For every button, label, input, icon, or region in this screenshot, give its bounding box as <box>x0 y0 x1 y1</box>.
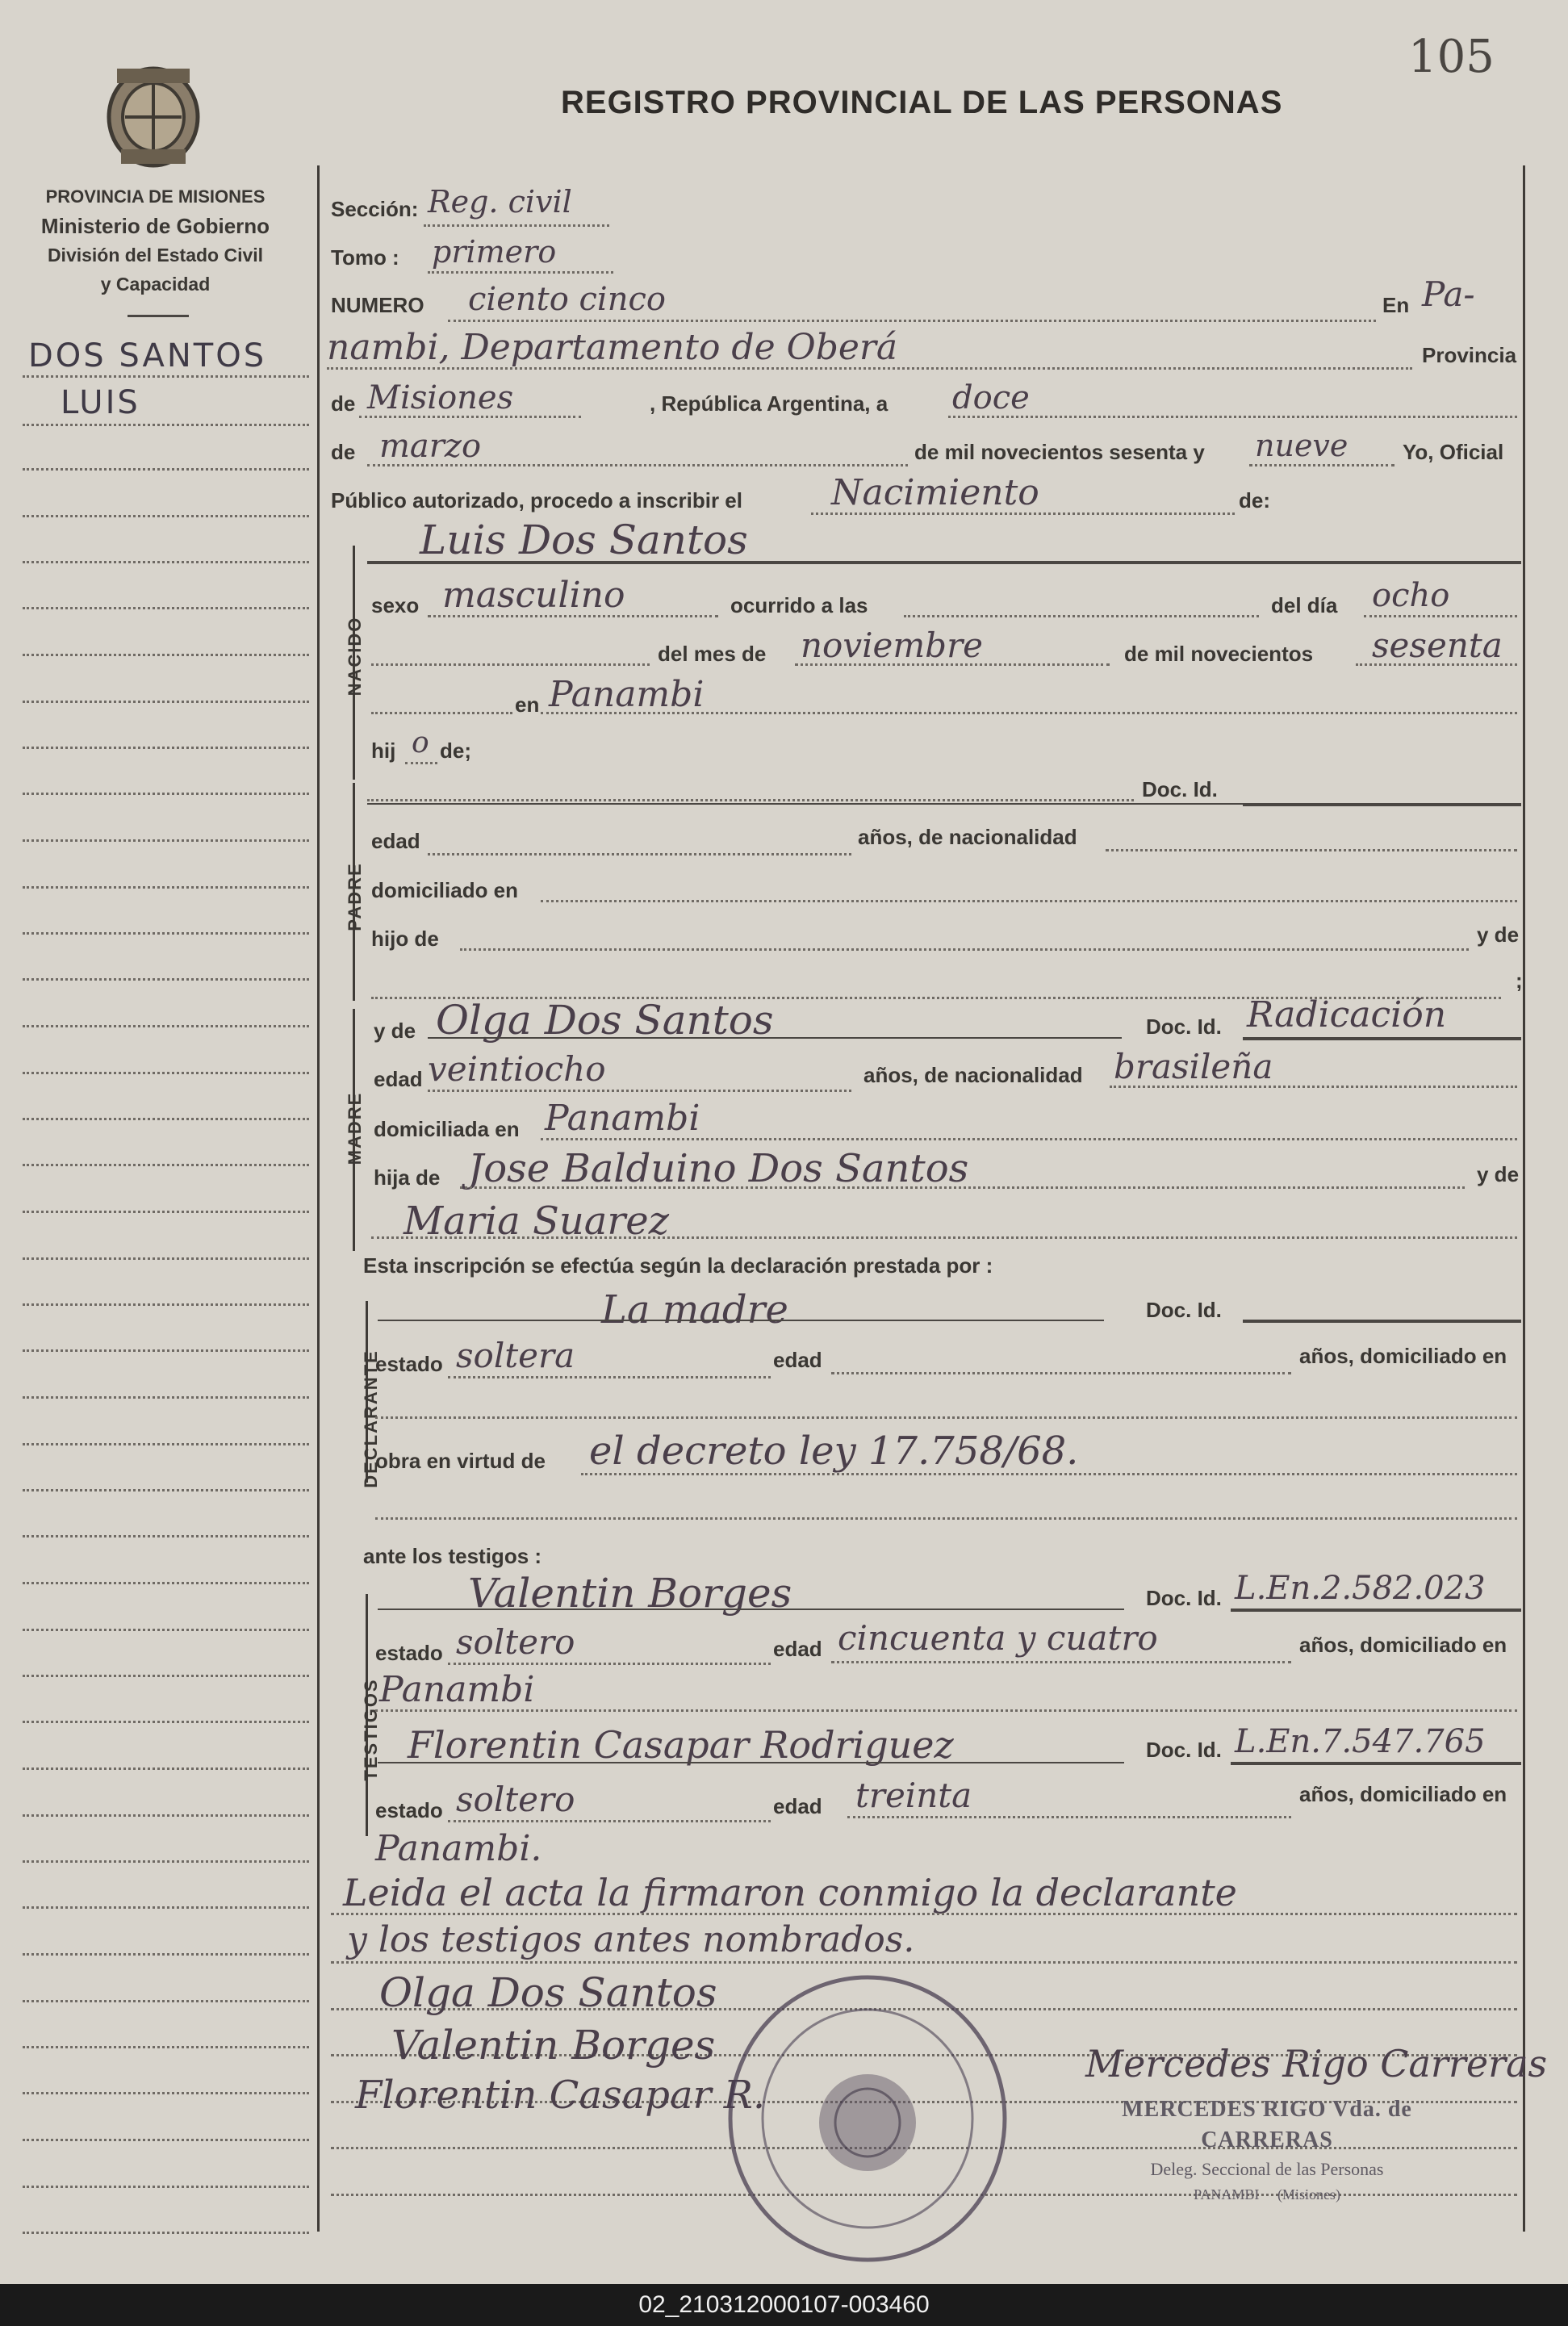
label-anos-dom-t2: años, domiciliado en <box>1299 1782 1507 1806</box>
value-t1-dom: Panambi <box>379 1669 535 1710</box>
header-block <box>0 182 311 299</box>
label-de-acto: de: <box>1239 488 1270 512</box>
signature-olga: Olga Dos Santos <box>379 1969 717 2016</box>
label-ocurrido: ocurrido a las <box>730 593 868 617</box>
value-tomo: primero <box>432 234 557 270</box>
label-publico: Público autorizado, procedo a inscribir el <box>331 488 742 512</box>
label-anos-dom-decl: años, domiciliado en <box>1299 1344 1507 1368</box>
label-doc-madre: Doc. Id. <box>1146 1014 1222 1039</box>
label-edad-t1: edad <box>773 1637 822 1661</box>
main-frame-left <box>317 165 320 2232</box>
label-y-de-madre2: y de <box>1477 1162 1520 1186</box>
label-estado-t2: estado <box>375 1798 443 1822</box>
label-esta-inscripcion: Esta inscripción se efectúa según la declaración prestada por : <box>363 1253 993 1278</box>
label-edad-madre: edad <box>374 1067 423 1091</box>
label-estado-t1: estado <box>375 1641 443 1665</box>
value-t1-estado: soltero <box>456 1622 575 1662</box>
value-mes: noviembre <box>801 625 983 665</box>
label-doc-decl: Doc. Id. <box>1146 1298 1222 1322</box>
label-yo-oficial: Yo, Oficial <box>1403 440 1504 464</box>
label-en: En <box>1382 293 1410 317</box>
value-provincia: Misiones <box>367 379 514 416</box>
label-de-mes: de <box>331 440 356 464</box>
label-ante-testigos: ante los testigos : <box>363 1544 542 1568</box>
label-domiciliada: domiciliada en <box>374 1117 520 1141</box>
value-madre-dom: Panambi <box>545 1098 700 1139</box>
label-hija-de: hija de <box>374 1165 441 1190</box>
label-de-mil-nov: de mil novecientos <box>1124 642 1314 666</box>
value-t2-dom: Panambi. <box>375 1828 542 1869</box>
side-label-nacido: NACIDO <box>345 616 365 697</box>
value-t1-edad: cincuenta y cuatro <box>838 1618 1158 1658</box>
stamp-line2: Deleg. Seccional de las Personas <box>1150 2159 1384 2179</box>
label-tomo: Tomo : <box>331 245 399 270</box>
value-t2-doc: L.En.7.547.765 <box>1235 1723 1486 1760</box>
coat-of-arms-icon <box>101 65 206 169</box>
value-nombre: Luis Dos Santos <box>420 517 748 563</box>
label-nac-padre: años, de nacionalidad <box>858 825 1077 849</box>
round-seal-icon <box>722 1969 1013 2268</box>
header-line2: Ministerio de Gobierno <box>40 214 270 238</box>
margin-name: LUIS <box>61 384 140 421</box>
side-label-testigos: TESTIGOS <box>361 1678 381 1781</box>
stamp-line3: PANAMBI <box>1194 2186 1260 2203</box>
label-de-hij: de; <box>440 738 471 763</box>
label-del-mes: del mes de <box>658 642 767 666</box>
value-seccion: Reg. civil <box>428 184 572 220</box>
official-stamp <box>1073 2094 1461 2206</box>
value-t1-doc: L.En.2.582.023 <box>1235 1570 1486 1607</box>
signature-valentin: Valentin Borges <box>391 2022 716 2069</box>
value-sexo: masculino <box>442 575 625 616</box>
value-anio: nueve <box>1255 428 1348 463</box>
header-line3: División del Estado Civil <box>47 245 264 266</box>
label-doc-padre: Doc. Id. <box>1142 777 1218 801</box>
page-number: 105 <box>1408 31 1495 83</box>
value-obra: el decreto ley 17.758/68. <box>589 1429 1079 1474</box>
value-numero: ciento cinco <box>468 281 666 318</box>
side-label-madre: MADRE <box>345 1091 365 1165</box>
value-lugar: Panambi <box>549 674 705 715</box>
value-cierre-1: Leida el acta la firmaron conmigo la declarante <box>343 1871 1237 1914</box>
label-sexo: sexo <box>371 593 420 617</box>
value-anio-nac: sesenta <box>1372 625 1503 665</box>
value-en-a: Pa- <box>1422 274 1475 314</box>
label-edad-padre: edad <box>371 829 420 853</box>
value-en-b: nambi, Departamento de Oberá <box>327 327 898 368</box>
value-t2-edad: treinta <box>855 1776 972 1815</box>
label-hij: hij <box>371 738 396 763</box>
label-en-lugar: en <box>515 692 540 717</box>
value-t1-nombre: Valentin Borges <box>468 1570 792 1617</box>
label-de-mil: de mil novecientos sesenta y <box>914 440 1205 464</box>
label-y-de-padre: y de <box>1477 922 1520 947</box>
signature-official: Mercedes Rigo Carreras <box>1085 2042 1548 2085</box>
value-madre-nombre: Olga Dos Santos <box>436 997 774 1044</box>
label-doc-t1: Doc. Id. <box>1146 1586 1222 1610</box>
label-numero: NUMERO <box>331 293 424 317</box>
value-madre-doc: Radicación <box>1247 994 1447 1035</box>
label-doc-t2: Doc. Id. <box>1146 1738 1222 1762</box>
label-estado-decl: estado <box>375 1352 443 1376</box>
footer-file-id: 02_210312000107-003460 <box>0 2284 1568 2326</box>
value-t2-estado: soltero <box>456 1780 575 1819</box>
label-edad-t2: edad <box>773 1794 822 1818</box>
value-dia: ocho <box>1372 577 1450 614</box>
value-declarante: La madre <box>601 1287 788 1332</box>
value-cierre-2: y los testigos antes nombrados. <box>347 1919 915 1960</box>
side-label-declarante: DECLARANTE <box>361 1349 381 1488</box>
value-madre-nac: brasileña <box>1114 1047 1273 1086</box>
signature-florentin: Florentin Casapar R. <box>355 2073 766 2118</box>
label-seccion: Sección: <box>331 197 419 221</box>
label-anos-dom-t1: años, domiciliado en <box>1299 1633 1507 1657</box>
label-del-dia: del día <box>1271 593 1338 617</box>
value-fecha-dia: doce <box>952 379 1030 416</box>
margin-surname: DOS SANTOS <box>28 337 267 374</box>
value-madre-edad: veintiocho <box>428 1049 606 1089</box>
stamp-line4: (Misiones) <box>1277 2186 1340 2203</box>
value-hij-suffix: o <box>412 726 429 759</box>
header-rule <box>128 315 189 317</box>
label-edad-decl: edad <box>773 1348 822 1372</box>
value-acto: Nacimiento <box>831 472 1039 513</box>
header-line1: PROVINCIA DE MISIONES <box>45 186 266 207</box>
label-nac-madre: años, de nacionalidad <box>863 1063 1083 1087</box>
value-madre-padre: Jose Balduino Dos Santos <box>468 1146 969 1191</box>
label-dom-padre: domiciliado en <box>371 878 519 902</box>
value-decl-estado: soltera <box>456 1336 575 1375</box>
label-provincia: Provincia <box>1422 343 1517 367</box>
label-de-provincia: de <box>331 391 356 416</box>
label-republica: , República Argentina, a <box>650 391 889 416</box>
header-line4: y Capacidad <box>100 274 211 295</box>
label-y-de-madre: y de <box>374 1019 416 1043</box>
value-t2-nombre: Florentin Casapar Rodriguez <box>408 1723 954 1767</box>
side-label-padre: PADRE <box>345 862 365 931</box>
value-madre-madre: Maria Suarez <box>403 1199 669 1244</box>
label-hijo-de: hijo de <box>371 927 439 951</box>
label-obra: obra en virtud de <box>375 1449 546 1473</box>
main-frame-right <box>1523 165 1525 2232</box>
stamp-line1: MERCEDES RIGO Vda. de CARRERAS <box>1122 2097 1412 2152</box>
value-fecha-mes: marzo <box>379 428 482 465</box>
document-title: REGISTRO PROVINCIAL DE LAS PERSONAS <box>561 85 1283 120</box>
label-semicolon: ; <box>1516 968 1523 993</box>
